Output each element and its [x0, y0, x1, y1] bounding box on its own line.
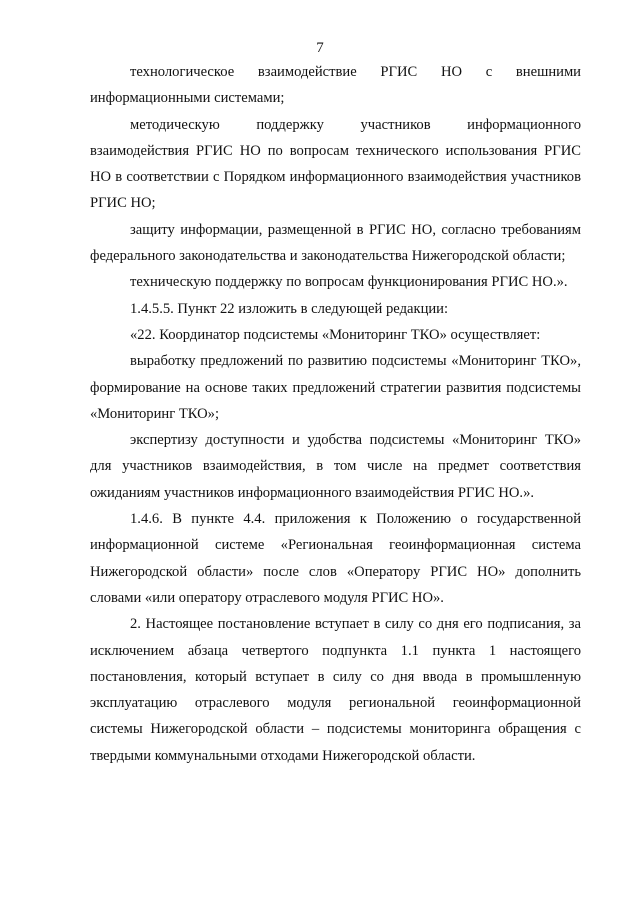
paragraph-development-proposals: выработку предложений по развитию подсистемы «Мониторинг ТКО», формирование на основе таких предложений стратегии развития подсистемы «Мониторинг ТКО»;: [90, 353, 581, 422]
paragraph-technical-support: техническую поддержку по вопросам функционирования РГИС НО.».: [130, 274, 568, 291]
paragraph-technological-interaction: технологическое взаимодействие РГИС НО с внешними информационными системами;: [90, 64, 581, 107]
paragraph-item-1-4-5-5: 1.4.5.5. Пункт 22 изложить в следующей редакции:: [130, 300, 449, 317]
paragraph-item-22-coordinator: «22. Координатор подсистемы «Мониторинг ТКО» осуществляет:: [130, 326, 541, 343]
paragraph-item-1-4-6: 1.4.6. В пункте 4.4. приложения к Положению о государственной информационной системе «Региональная геоинформационная система Нижегородской области» после слов «Оператору РГИС НО» дополнить словами «или оператору отраслевого модуля РГИС НО».: [90, 511, 581, 606]
paragraph-methodological-support: методическую поддержку участников информационного взаимодействия РГИС НО по вопросам технического использования РГИС НО в соответствии с Порядком информационного взаимодействия участников РГИС НО;: [90, 116, 581, 212]
document-body: [90, 59, 581, 769]
paragraph-information-protection: защиту информации, размещенной в РГИС НО, согласно требованиям федерального законодательства и законодательства Нижегородской области;: [90, 221, 581, 265]
page-number: 7: [316, 40, 324, 56]
paragraph-accessibility-expertise: экспертизу доступности и удобства подсистемы «Мониторинг ТКО» для участников взаимодействия, в том числе на предмет соответствия ожиданиям участников информационного взаимодействия РГИС НО.».: [90, 432, 581, 501]
paragraph-item-2-effective-date: 2. Настоящее постановление вступает в силу со дня его подписания, за исключением абзаца четвертого подпункта 1.1 пункта 1 настоящего постановления, который вступает в силу со дня ввода в промышленную эксплуатацию отраслевого модуля региональной геоинформационной системы Нижегородской области – подсистемы мониторинга обращения с твердыми коммунальными отходами Нижегородской области.: [90, 616, 581, 764]
